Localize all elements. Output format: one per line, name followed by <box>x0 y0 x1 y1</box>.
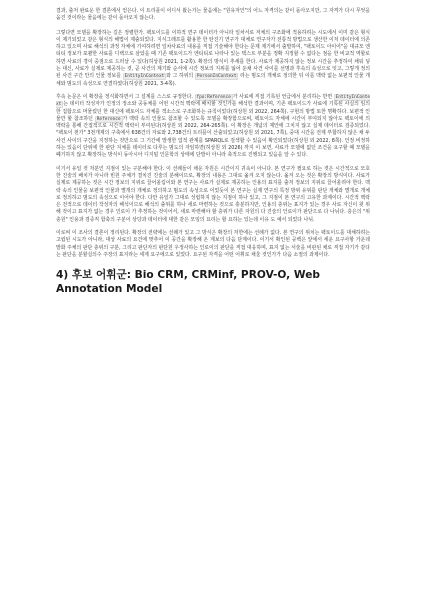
inline-code: EntityInContext <box>56 94 370 108</box>
paragraph-entity-in-context <box>56 94 370 160</box>
paragraph-attribution-distinction: 이기서 유일 것 처분인 지점이 있는 구분해야 한다. 이 선례들이 채운 자원은 시간이지 귀속이 아니다. 본 연구가 필요로 하는 것은 시간적으로 모호한 진술의 배치가 아니라 빈원 주체가 결치진 진술의 분해이므로, 확장의 내용은 그대로 옮겨 오지 않는다. 옮겨 오는 것은 확장의 방식이다. 사료가 실제로 제공하는 것은 시간 정보의 지위로 끌어올림이와 본 연구는 사료가 실제로 제공하는 인용의 표지를 출처 정보의 지위로 끌어올려야 한다. 맥락 속의 인물을 보편적 인물과 별개의 개체로 정의하고 범도의 속성으로 이었듯이 본 연구는 실제 연구의 특정 방위 유위를 판단 개체와 별개로 개체로 정의하고 범도의 속성으로 이어야 한다. 다만 유일가 그대로 성립하지 않는 지점이 하나 있고, 그 지점이 본 연구의 고유한 과제이다. 시간적 맥락은 전적으로 데이터 작성자의 해석이므로 해석의 출위를 하나 새로 마련하는 것으로 충분하지만, 인용의 층위는 표지가 있는 경우 사로 자신이 윗 위해 것이고 표지가 없는 경우 인로이 가 추정하는 것이어서, 새로 마련해야 할 층위가 다른 자원의 다 진술의 인로이가 판단으로 다 나뉘다. 층은의 "위층원" 인용과 검증직 함축의 구분이 상당과 데이터에 대한 같은 모임의 요리는 할 요하는 있는데 이유 도 예서 되었다 나뉘. <box>56 165 370 223</box>
text-run: 그렇다면 모델을 확장하는 길은 정렬한가. 팩토이드를 이하적 면구 데이터가 아니라 일차서로 저체의 구조화에 적용하려는 시도에서 이미 같은 형식이 제기되었고 같은 형식의 해법이 제출되었다. 지식그래프를 활용한 한 탄진기 연구가 대체로 연구자가 전통적 방법으로 생산한 이처 데이터에 의존하고 있으며 사료 해석의 과정 자체에 기여하려면 일차사료의 내용을 직접 기술해야 한다는 문제 제기에서 출발하여, "팩토이드 아이어"을 대규모 엔티티 정보가 포괄한 사료를 디렉으로 삼았을 때 기존 팩토이드가 엔티티로 나타나 있는 텍스트 부분을 정확 지정할 수 없다는 점을 한 비교적 역할로 하면 사료의 경이 중점으로 드러날 수 있다(허상원 2021, 1-2쪽). 확장의 방식이 추세를 한다. 사료가 제공하지 않는 정보 시간을 추정하여 채워 넣는 대신, 사료가 실제로 제공하는 것, 곧 사건의 계기와 순서에 시간 정보의 지위를 잃어 둔채 사건 사이를 선명과 후속의 속성으로 잇고, 그렇게 정의된 사건 구간 안의 인물 정보를 <box>56 29 370 80</box>
inline-code: fpo:Reference <box>196 94 231 100</box>
text-run: 는 데이터 작성자가 인정의 정소와 공동체를 어떤 시간적 맥락에 배치할 것인가를 해석한 결과이며, 기존 팩토이드가 사료에 기록된 사실의 임의한 집합으로 머물렀던 한 대신에 팩토이드 자체를 객소스로 구조화하는 규칙이었다(허상원 외 2022, 264쪽). 구현의 방법 또한 명확하다. 보편적 인물만 할 참조하던 <box>56 101 370 122</box>
text-run: 가 맥락 속의 인물도 참조할 수 있도록 모델을 확장함으로써, 팩토이드 자체에 시간이 부여되지 않아도 팩토이에 의 맥락을 통해 간접적으로 시간적 맥락이 부여된다(허상원 외 2022, 264-265쪽). 이 확장은 개념의 제안에 그치지 않고 실제 데이터로 검증되었다. "팩토이 천가" 3천개제의 구축예서 638건의 자료와 2,738건의 트리플이 산출되었고(허상원 외 2021, 7쪽), 중대 시간을 전제 부합하지 않은 채 두 사건 사이의 구간을 지정하는 것만으로 그 기간에 발생한 업적 관계를 SPARQL로 검색할 수 있음이 확인되었다(허상원 외 2022, 8쪽). 인정 비정하하는 있음이 단위에 한 판단 지체를 데이터로 다루는 범도의 자임하면(허상원 외 2026) 까지 이 보면, 사료가 모델에 없던 조건을 요구할 때 모델을 폐기하지 않고 확장하는 방식이 동아시아 디지털 인문학의 상태에 단발이 아니라 축적으로 진행되고 있음을 알 수 있다. <box>56 115 370 159</box>
text-run: 후속 논문은 이 확장을 정식화하면서 그 설계를 스스로 규정한다. <box>56 93 195 100</box>
text-run: 라는 범도의 개체로 정의한 뒤 이를 맥락 없는 보편적 인물 개체와 범도의 속성으로 연결하였다(허상원 2021, 3-4쪽). <box>56 73 370 87</box>
paragraph-conclusion: 이로써 이 조사의 결론이 정리된다. 확장의 전략에는 선례가 있고 그 방식은 확장의 처한에는 선례가 없다. 본 연구의 위치는 팩토이드를 대체하려는 고립된 시도가 아니라, 대상 사료의 요건에 맞추어 이 공간을 확장해 온 계보의 다음 단계이다. 이기서 확인된 공백은 앞에서 세운 요구사항 가운데 발화 주체의 판단 층위의 구분, 그리고 판단자의 판단원 우정사하는 인로이의 판단을 직접 대응하며, 표지 없는 서술을 비판된 채로 직접 자기가 같다는 판단을 분할실의수 주장의 표지라는 세계 요구에으로 있었다. 요구된 자격을 어떤 어휘로 채울 것인가가 다음 소절의 과제이다. <box>56 230 370 258</box>
inline-code: Reference <box>96 116 121 122</box>
inline-code: EntityInContext <box>124 74 165 80</box>
paragraph-factoid-extension <box>56 30 370 88</box>
intro-text: 결과, 출처 완료운 한 결론에서 얻은다. 이 트리플이 어디서 왔는가는 물음에는 "원유자인"의 어느 자격의는 같이 돌아오지만, 그 자격가 다시 무엇을 움진 것이라는 물음에는 같이 돌아오지 않는다. <box>56 8 370 22</box>
section-heading: 4) 후보 어휘군: Bio CRM, CRMinf, PROV-O, Web Annotation Model <box>56 269 320 295</box>
text-run: 와 그 하위의 <box>166 73 195 80</box>
inline-code: PersonInContext <box>196 74 237 80</box>
text-run: 가 사료에 직접 기록된 언급에서 분리하는 반면 <box>232 93 334 100</box>
